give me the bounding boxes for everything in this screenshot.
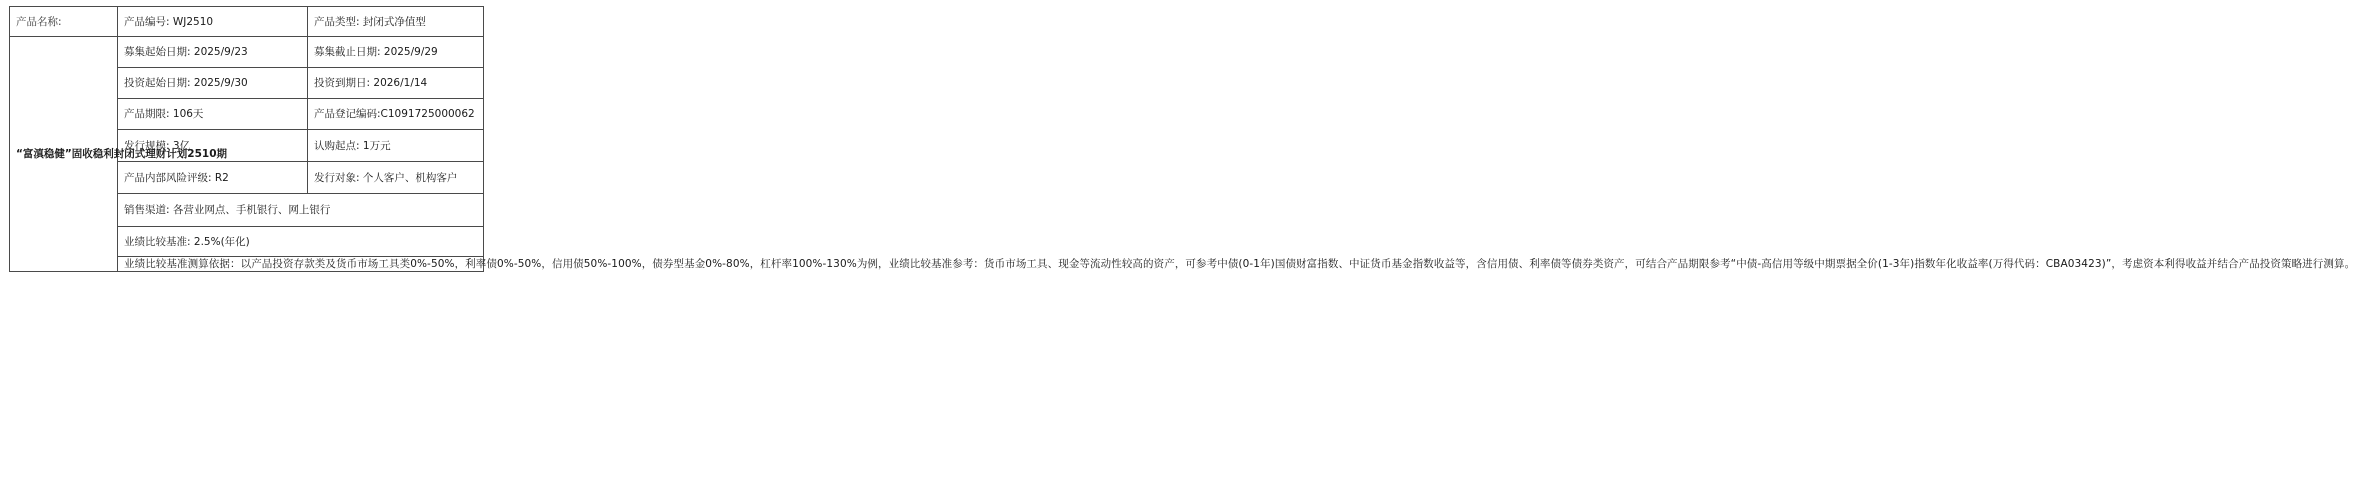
- term-cell: [118, 99, 308, 130]
- benchmark-value: 2.5%(年化): [193, 235, 250, 248]
- raise-start-value: 2025/9/23: [193, 46, 248, 58]
- min-purchase-label: 认购起点:: [314, 139, 360, 152]
- raise-end-cell: [308, 37, 484, 68]
- audience-label: 发行对象:: [314, 171, 360, 184]
- risk-level-value: R2: [214, 171, 229, 184]
- row-raise-dates: [10, 37, 484, 68]
- product-name-label: 产品名称:: [10, 7, 118, 37]
- issue-size-label: 发行规模:: [124, 139, 170, 152]
- benchmark-cell: [118, 227, 484, 257]
- invest-end-cell: [308, 68, 484, 99]
- min-purchase-value: 1万元: [362, 139, 391, 152]
- row-name-code-type: [10, 7, 484, 37]
- benchmark-label: 业绩比较基准:: [124, 235, 191, 248]
- product-code-label: 产品编号:: [124, 15, 170, 28]
- channels-value: 各营业网点、手机银行、网上银行: [172, 204, 331, 216]
- term-value: 106天: [172, 108, 204, 120]
- product-type-cell: [308, 7, 484, 37]
- risk-level-label: 产品内部风险评级:: [124, 171, 212, 184]
- raise-start-label: 募集起始日期:: [124, 46, 191, 58]
- product-info-table: [9, 6, 2355, 272]
- benchmark-basis-text: 业绩比较基准测算依据：以产品投资存款类及货币市场工具类0%-50%，利率债0%-50%，信用债50%-100%，债券型基金0%-80%，杠杆率100%-130%为例，业绩比较基准参考：货币市场工具、现金等流动性较高的资产，可参考中债(0-1年)国债财富指数、中证货币基金指数收益等，含信用债、利率债等债券类资产，可结合产品期限参考“中债-高信用等级中期票据全价(1-3年)指数年化收益率(万得代码：CBA03423)”，考虑资本利得收益并结合产品投资策略进行测算。: [118, 257, 484, 272]
- invest-start-label: 投资起始日期:: [124, 77, 191, 89]
- product-type-value: 封闭式净值型: [362, 15, 426, 28]
- product-name: “富滇稳健”固收稳利封闭式理财计划2510期: [10, 37, 118, 272]
- min-purchase-cell: [308, 130, 484, 162]
- invest-start-value: 2025/9/30: [193, 77, 248, 89]
- audience-cell: [308, 162, 484, 194]
- issue-size-value: 3亿: [172, 139, 191, 152]
- invest-end-value: 2026/1/14: [373, 77, 428, 89]
- audience-value: 个人客户、机构客户: [362, 171, 458, 184]
- channels-cell: [118, 194, 484, 227]
- invest-start-cell: [118, 68, 308, 99]
- product-type-label: 产品类型:: [314, 15, 360, 28]
- reg-code-cell: [308, 99, 484, 130]
- reg-code-label: 产品登记编码:: [314, 108, 381, 120]
- raise-end-value: 2025/9/29: [383, 46, 438, 58]
- product-code-value: WJ2510: [172, 15, 214, 28]
- invest-end-label: 投资到期日:: [314, 77, 371, 89]
- term-label: 产品期限:: [124, 108, 170, 120]
- raise-start-cell: [118, 37, 308, 68]
- product-code-cell: [118, 7, 308, 37]
- raise-end-label: 募集截止日期:: [314, 46, 381, 58]
- risk-level-cell: [118, 162, 308, 194]
- reg-code-value: C1091725000062: [380, 108, 475, 120]
- channels-label: 销售渠道:: [124, 204, 170, 216]
